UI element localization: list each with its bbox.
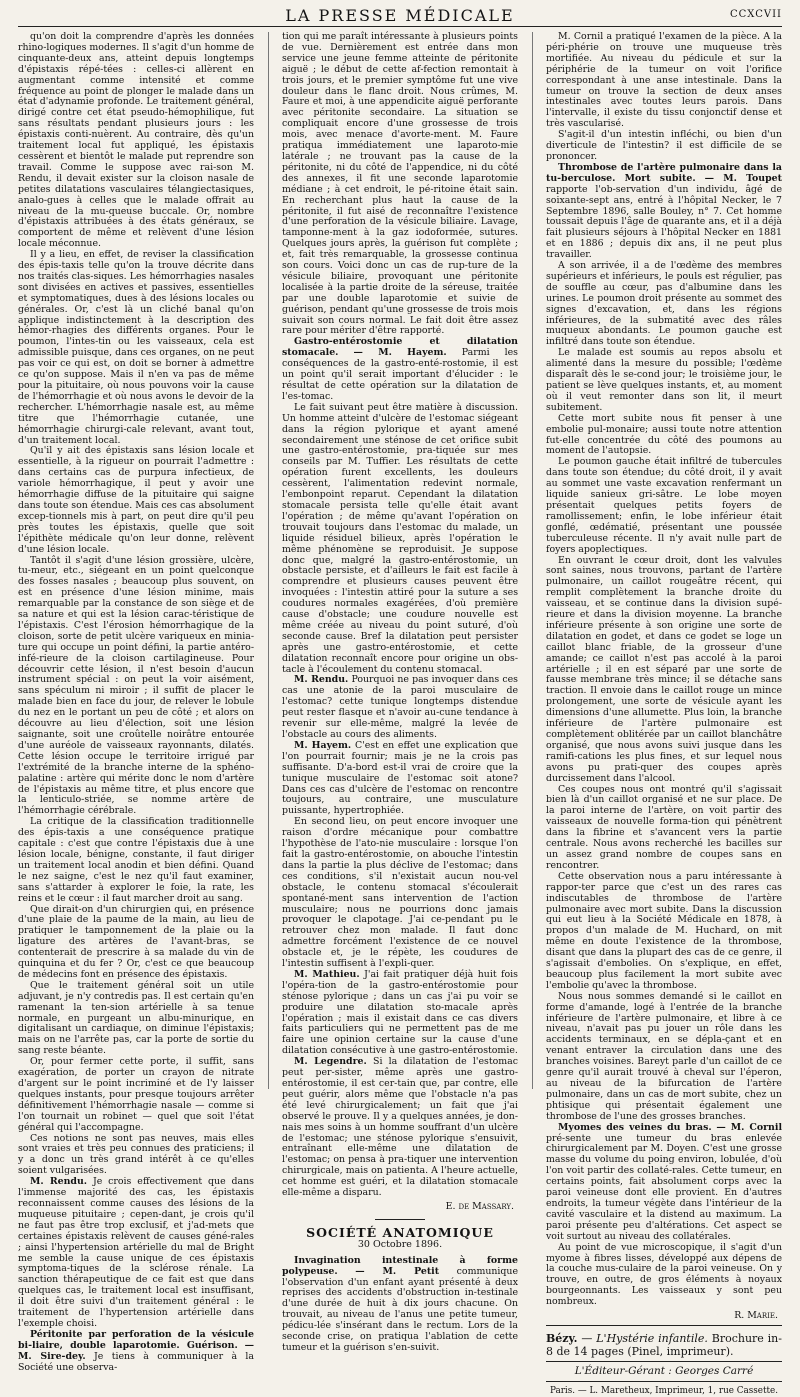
paragraph: Or, pour fermer cette porte, il suffit, sans exagération, de porter un crayon de nitrate d'argent sur le point incriminé et de l'y laisser quelques instants, pour presque toujours arrêter définitivement l'hémorrhagie nasale — comme si l'on tournait un robinet — quel que soit l'état général qui l'accompagne. (18, 1056, 254, 1133)
paragraph: qu'on doit la comprendre d'après les données rhino-logiques modernes. Il s'agit d'un homme de cinquante-deux ans, atteint depuis longtemps d'épistaxis répé-tées : celles-ci allèrent en augmentant comme intensité et comme fréquence au point de plonger le malade dans un état d'adynamie profonde. Le traitement général, dirigé contre cet état pseudo-hémophilique, fut sans résultats pendant plusieurs jours : les épistaxis conti-nuèrent. Au contraire, dès qu'un traitement local fut appliqué, les épistaxis cessèrent et bientôt le malade put reprendre son travail. Comme le suppose avec rai-son M. Rendu, il devait exister sur la cloison nasale de petites dilatations vasculaires télangiectasiques, analo-gues à celles que le malade offrait au niveau de la mu-queuse buccale. Or, nombre d'épistaxis attribuées à des états généraux, se comportent de même et relèvent d'une lésion locale méconnue. (18, 31, 254, 250)
article-title: Invagination intestinale à forme polypeuse. (282, 1254, 518, 1277)
paragraph-text: Je tiens à communiquer à la Société une observa- (18, 1350, 255, 1373)
article-title: Gastro-entérostomie et dilatation stomacale. (282, 336, 518, 359)
paragraph: Au point de vue microscopique, il s'agit d'un myome à fibres lisses, développé aux dépens de la couche mus-culaire de la paroi veineuse. On y trouve, en outre, de gros éléments à noyaux bourgeonnants. Les vaisseaux y sont peu nombreux. (546, 1241, 782, 1308)
paragraph (282, 675, 518, 740)
paragraph: Cette observation nous a paru intéressante à rappor-ter parce que c'est un des rares cas indiscutables de thrombose de l'artère pulmonaire avec mort subite. Dans la discussion qui eut lieu à la Société Médicale en 1878, à propos d'un malade de M. Huchard, on mit même en doute l'existence de la thrombose, disant que dans la plupart des cas de ce genre, il s'agissait d'embolies. On s'explique, en effet, beaucoup plus facilement la mort subite avec l'embolie qu'avec la thrombose. (546, 870, 782, 991)
paragraph: Tantôt il s'agit d'une lésion grossière, ulcère, tu-meur, etc., siégeant en un point quelconque des fosses nasales ; beaucoup plus souvent, on est en présence d'une lésion minime, mais remarquable par la constance de son siège et de sa nature et qui est la lésion carac-téristique de l'épistaxis. C'est l'érosion hémorrhagique de la cloison, sorte de petit ulcère variqueux en minia-ture qui occupe un point défini, la partie antéro-infé-rieure de la cloison cartilagineuse. Pour découvrir cette lésion, il n'est besoin d'aucun instrument spécial : on peut la voir aisément, sans spéculum ni miroir ; il suffit de placer le malade bien en face du jour, de relever le lobule du nez en le portant un peu de côté ; et alors on découvre au lieu d'élection, soit une lésion saignante, soit une croûtelle noirâtre entourée d'une auréole de vaisseaux rayonnants, dilatés. Cette lésion occupe le territoire irrigué par l'extrémité de la branche interne de la sphéno-palatine : artère qui mérite donc le nom d'artère de l'épistaxis au même titre, et plus encore que la lenticulo-striée, se nomme artère de l'hémorrhagie cérébrale. (18, 554, 254, 817)
paragraph-text: pré-sente une tumeur du bras enlevée chirurgicalement par M. Doyen. C'est une grosse masse du volume du poing environ, lobulée, d'où l'on voit partir des collaté-rales. Cette tumeur, en certains points, fait absolument corps avec la paroi veineuse dont elle provient. En d'autres endroits, la tumeur végète dans l'intérieur de la cavité vasculaire et la distend au maximum. La paroi présente peu d'altérations. Cet aspect se voit surtout au niveau des collatérales. (546, 1132, 782, 1242)
separator (546, 1325, 782, 1326)
article-title: Myomes des veines du bras. (558, 1121, 712, 1133)
separator (375, 1219, 425, 1220)
paragraph (282, 1057, 518, 1199)
column-left (18, 31, 255, 1373)
paragraph (282, 970, 518, 1057)
column-divider (268, 32, 269, 1089)
paragraph: A son arrivée, il a de l'œdème des membres supérieurs et inférieurs, le pouls est régulier, pas de souffle au cœur, pas d'albumine dans les urines. Le poumon droit présente au sommet des signes d'excavation, et, dans les régions inférieures, de la submatité avec des râles muqueux abondants. Le poumon gauche est infiltré dans toute son étendue. (546, 260, 782, 348)
book-author: Bézy. (546, 1331, 578, 1345)
speaker-name: — M. Sire-dey. (18, 1339, 254, 1362)
publisher-name: L'Éditeur-Gérant : Georges Carré (574, 1364, 754, 1377)
paragraph: Le malade est soumis au repos absolu et alimenté dans la mesure du possible; l'œdème disparaît dès le se-cond jour; le troisième jour, le patient se lève quelques instants, et, au moment où il veut remonter dans son lit, il meurt subitement. (546, 347, 782, 413)
paragraph-text: communique l'observation d'un enfant ayant présenté à deux reprises des accidents d'obstruction in-testinale d'une durée de huit à dix jours chacune. On trouvait, au niveau de l'anus une petite tumeur, pédicu-lée s'insérant dans le rectum. Lors de la seconde crise, on pratiqua l'ablation de cette tumeur et la guérison s'en-suivit. (282, 1265, 519, 1353)
section-heading: SOCIÉTÉ ANATOMIQUE (306, 1224, 494, 1240)
paragraph: Ces coupes nous ont montré qu'il s'agissait bien là d'un caillot organisé et ne sur place. De la paroi interne de l'artère, on voit partir des vaisseaux de nouvelle forma-tion qui pénètrent dans la fibrine et s'avancent vers la partie centrale. Nous avons recherché les bacilles sur un assez grand nombre de coupes sans en rencontrer. (546, 783, 782, 871)
paragraph (18, 1330, 254, 1374)
book-details: Brochure in-8 de 14 pages (Pinel, imprimeur). (546, 1331, 782, 1358)
paragraph: Ces notions ne sont pas neuves, mais elles sont vraies et très peu connues des praticiens; il y a donc un très grand intérêt à ce qu'elles soient vulgarisées. (18, 1132, 254, 1177)
paragraph: tion qui me paraît intéressante à plusieurs points de vue. Dernièrement est entrée dans mon service une jeune femme atteinte de péritonite aiguë ; le début de cette af-fection remontait à trois jours, et le premier symptôme fut une vive douleur dans le flanc droit. Nous crûmes, M. Faure et moi, à une appendicite aiguë perforante avec péritonite secondaire. La situation se compliquait encore d'une grossesse de trois mois, avec menace d'avorte-ment. M. Faure pratiqua immédiatement une laparoto-mie latérale ; ne trouvant pas la cause de la péritonite, ni du côté de l'appendice, ni du côté des annexes, il fit une seconde laparotomie médiane ; à cet endroit, le pé-ritoine était sain. En recherchant plus haut la cause de la péritonite, il fut aisé de reconnaître l'existence d'une perforation de la vésicule biliaire. Lavage, tamponne-ment à la gaz iodoformée, sutures. Quelques jours après, la guérison fut complète ; et, fait très remarquable, la grossesse continua son cours. Voici donc un cas de rup-ture de la vésicule biliaire, provoquant une péritonite localisée à la partie droite de la séreuse, traitée par une double laparotomie et suivie de guérison, pendant qu'une grossesse de trois mois suivait son cours normal. Le fait doit être assez rare pour mériter d'être rapporté. (282, 31, 518, 337)
book-title: — L'Hystérie infantile. (581, 1331, 708, 1345)
column-right (546, 31, 783, 1396)
paragraph: Cette mort subite nous fit penser à une embolie pul-monaire; aussi toute notre attention fut-elle concentrée du côté des poumons au moment de l'autopsie. (546, 412, 782, 457)
paragraph-text: C'est en effet une explication que l'on pourrait fournir; mais je ne la crois pas suffisante. D'a-bord est-il vrai de croire que la tunique musculaire de l'estomac soit atone? Dans ces cas d'ulcère de l'estomac on rencontre toujours, au contraire, une musculature puissante, hypertrophiée. (282, 739, 518, 817)
journal-title: LA PRESSE MÉDICALE (285, 6, 515, 25)
paragraph-text: Parmi les conséquences de la gastro-enté-rostomie, il est un point qu'il serait important d'élucider : le résultat de cette opération sur la dilatation de l'es-tomac. (282, 347, 518, 402)
book-notice (546, 1332, 782, 1358)
paragraph-text: Je crois effectivement que dans l'immense majorité des cas, les épistaxis reconnaissent comme causes des lésions de la muqueuse pituitaire ; cepen-dant, je crois qu'il ne faut pas être trop exclusif, et j'ad-mets que certaines épistaxis relèvent de causes géné-rales ; ainsi l'hypertension artérielle du mal de Bright me semble la cause unique de ces épistaxis symptoma-tiques de la sclérose rénale. La sanction thérapeutique de ce fait est que dans quelques cas, le traitement local est insuffisant, il doit être suivi d'un traitement général : le traitement de l'hypertension artérielle dans l'exemple choisi. (18, 1176, 254, 1329)
speaker-name: M. Hayem. (294, 739, 352, 751)
column-divider (532, 32, 533, 1089)
paragraph (18, 1177, 254, 1330)
paragraph (282, 741, 518, 817)
paragraph: Il y a lieu, en effet, de reviser la classification des épis-taxis telle qu'on la trouve décrite dans nos traités clas-siques. Les hémorrhagies nasales sont divisées en actives et passives, essentielles et symptomatiques, dues à des lésions locales ou générales. Or, c'est là un cliché banal qu'on applique indistinctement à la description des hémor-rhagies des différents organes. Pour le poumon, l'intes-tin ou les vaisseaux, cela est admissible puisque, dans ces organes, on ne peut pas voir ce qui est, on doit se borner à admettre ce qu'on suppose. Mais il n'en va pas de même pour la pituitaire, où nous pouvons voir la cause de l'hémorrhagie et où nous avons le devoir de la rechercher. L'hémorrhagie nasale est, au même titre que l'hémorrhagie cutanée, une hémorrhagie chirurgi-cale relevant, avant tout, d'un traitement local. (18, 249, 254, 446)
paragraph: Que dirait-on d'un chirurgien qui, en présence d'une plaie de la paume de la main, au lieu de pratiquer le tamponnement de la plaie ou la ligature des artères de l'avant-bras, se contenterait de prescrire à sa malade du vin de quinquina et du fer ? Or, c'est ce que beaucoup de médecins font en présence des épistaxis. (18, 903, 254, 980)
publisher-line (546, 1366, 782, 1377)
printer-line: Paris. — L. Maretheux, Imprimeur, 1, rue Cassette. (549, 1385, 779, 1396)
paragraph: En ouvrant le cœur droit, dont les valvules sont saines, nous trouvons, partant de l'artère pulmonaire, un caillot rougeâtre récent, qui remplit complètement la branche droite du vaisseau, et se continue dans la division supé-rieure et dans la division moyenne. La branche inférieure présente à son origine une sorte de dilatation en godet, et dans ce godet se loge un caillot blanc friable, de la grosseur d'une amande; ce caillot n'est pas accolé à la paroi artérielle ; il en est séparé par une sorte de fausse membrane très mince; il se détache sans traction. Il envoie dans le caillot rouge un mince prolongement, une sorte de vésicule ayant les dimensions d'une allumette. Plus loin, la branche inférieure de l'artère pulmonaire est complètement oblitérée par un caillot blanchâtre organisé, que nous avons suivi jusque dans les ramifi-cations les plus fines, et sur lequel nous avons pu prati-quer des coupes après durcissement dans l'alcool. (546, 554, 782, 784)
paragraph: S'agit-il d'un intestin infléchi, ou bien d'un diverticule de l'intestin? il est difficile de se prononcer. (546, 129, 782, 162)
page-header (18, 4, 782, 27)
paragraph-text: J'ai fait pratiquer déjà huit fois l'opéra-tion de la gastro-entérostomie pour sténose pylorique ; dans un cas j'ai pu voir se produire une dilatation sto-macale après l'opération ; mais il existait dans ce cas divers faits particuliers qui ne permettent pas de me faire une opinion certaine sur la cause d'une dilatation consécutive à une gastro-entérostomie. (282, 968, 518, 1057)
article-title: Péritonite par perforation de la vésicule bi-liaire, double laparotomie. Guérison. (18, 1328, 254, 1351)
speaker-name: — M. Hayem. (353, 347, 447, 359)
paragraph (282, 1256, 518, 1354)
paragraph: Nous nous sommes demandé si le caillot en forme d'amande, logé à l'entrée de la branche inférieure de l'artère pulmonaire, et libre à ce niveau, n'avait pas pu jouer un rôle dans les accidents terminaux, en se dépla-çant et en venant entraver la circulation dans une des branches voisines. Bareyt parle d'un caillot de ce genre qu'il aurait trouvé à cheval sur l'éperon, au niveau de la bifurcation de l'artère pulmonaire, dans un cas de mort subite, chez un phtisique qui présentait également une thrombose de l'une des grosses branches. (546, 990, 782, 1122)
article-title: Thrombose de l'artère pulmonaire dans la tu-berculose. Mort subite. (546, 161, 782, 184)
paragraph: Le poumon gauche était infiltré de tubercules dans toute son étendue; du côté droit, il y avait au sommet une vaste excavation renfermant un liquide sanieux gri-sâtre. Le lobe moyen présentait quelques petits foyers de ramollissement; enfin, le lobe inférieur était gonflé, œdématié, présentant une poussée tuberculeuse récente. Il n'y avait nulle part de foyers apoplectiques. (546, 456, 782, 555)
speaker-name: M. Rendu. (30, 1176, 88, 1188)
paragraph: M. Cornil a pratiqué l'examen de la pièce. A la péri-phérie on trouve une muqueuse très mortifiée. Au niveau du pédicule et sur la périphérie de la tumeur on voit l'orifice correspondant à une anse intestinale. Dans la tumeur on trouve la section de deux anses intestinales avec toutes leurs parois. Dans l'intervalle, il existe du tissu conjonctif dense et très vascularisé. (546, 31, 782, 130)
paragraph-text: rapporte l'ob-servation d'un individu, âgé de soixante-sept ans, entré à l'hôpital Necker, le 7 Septembre 1896, salle Bouley, n° 7. Cet homme toussait depuis l'âge de quarante ans, et il a déjà fait plusieurs séjours à l'hôpital Necker en 1881 et en 1886 ; depuis dix ans, il ne peut plus travailler. (546, 183, 782, 261)
speaker-name: — M. Cornil (716, 1121, 783, 1133)
speaker-name: M. Rendu. (294, 674, 349, 686)
speaker-name: — M. Toupet (704, 172, 782, 184)
paragraph: Le fait suivant peut être matière à discussion. Un homme atteint d'ulcère de l'estomac siégeant dans la région pylorique et ayant amené secondairement une sténose de cet orifice subit une gastro-entérostomie, pra-tiquée sur mes conseils par M. Tuffier. Les résultats de cette opération furent excellents, les douleurs cessèrent, l'alimentation redevint normale, l'embonpoint reparut. Cependant la dilatation stomacale persista telle qu'elle était avant l'opération ; de même qu'avant l'opération on trouvait toujours dans l'estomac du malade, un liquide résiduel bilieux, après l'opération le même phénomène se reproduisit. Je suppose donc que, malgré la gastro-entérostomie, un obstacle persiste, et d'ailleurs le fait est facile à comprendre et plusieurs causes peuvent être invoquées : l'intestin attiré pour la suture a ses coudures normales exagérées, d'où première cause d'obstacle; une coudure nouvelle est même créée au niveau du point suturé, d'où seconde cause. Bref la dilatation peut persister après une gastro-entérostomie, et cette dilatation reconnaît encore pour origine un obs-tacle à l'écoulement du contenu stomacal. (282, 401, 518, 675)
page-number: CCXCVII (729, 9, 782, 20)
paragraph: Qu'il y ait des épistaxis sans lésion locale et essentielle, à la rigueur on pourrait l'admettre : dans certains cas de purpura infectieux, de variole hémorrhagique, il peut y avoir une hémorrhagie diffuse de la pituitaire qui saigne dans toute son étendue. Mais ces cas absolument excep-tionnels mis à part, on peut dire qu'il peu près toutes les épistaxis, quelle que soit l'épithète médicale qu'on leur donne, relèvent d'une lésion locale. (18, 445, 254, 555)
paragraph-text: Pourquoi ne pas invoquer dans ces cas une atonie de la paroi musculaire de l'estomac? cette tunique longtemps distendue peut rester flasque et n'avoir au-cune tendance à revenir sur elle-même, malgré la levée de l'obstacle au cours des aliments. (282, 674, 518, 740)
separator (546, 1361, 782, 1362)
separator (546, 1381, 782, 1382)
paragraph: Que le traitement général soit un utile adjuvant, je n'y contredis pas. Il est certain qu'en ramenant la ten-sion artérielle à sa tenue normale, en purgeant un albu-minurique, en digitalisant un cardiaque, on diminue l'épistaxis; mais on ne l'arrête pas, car la porte de sortie du sang reste béante. (18, 979, 254, 1057)
column-middle (282, 31, 519, 1353)
paragraph (546, 163, 782, 261)
paragraph: En second lieu, on peut encore invoquer une raison d'ordre mécanique pour combattre l'hypothèse de l'ato-nie musculaire : lorsque l'on fait la gastro-entérostomie, on abouche l'intestin dans la partie la plus déclive de l'estomac; dans ces conditions, s'il n'existait aucun nou-vel obstacle, le contenu stomacal s'écoulerait spontané-ment sans intervention de l'action musculaire; nous ne pourrions donc jamais provoquer le clapotage. J'ai ce-pendant pu le retrouver chez mon malade. Il faut donc admettre forcément l'existence de ce nouvel obstacle et, je le répète, les coudures de l'intestin suffisent à l'expli-quer. (282, 816, 518, 970)
speaker-name: M. Mathieu. (294, 968, 360, 980)
section-date: 30 Octobre 1896. (357, 1238, 443, 1250)
speaker-name: — M. Petit (355, 1265, 440, 1277)
paragraph-text: Si la dilatation de l'estomac peut per-sister, même après une gastro-entérostomie, il est cer-tain que, par contre, elle peut guérir, alors même que l'obstacle n'a pas été levé chirurgicalement; un fait que j'ai observé le prouve. Il y a quelques années, je don-nais mes soins à un homme souffrant d'un ulcère de l'estomac; une sténose pylorique s'ensuivit, entraînant elle-même une dilatation de l'estomac; on pensa à pra-tiquer une intervention chirurgicale, mais on patienta. A l'heure actuelle, cet homme est guéri, et la dilatation stomacale elle-même a disparu. (282, 1056, 518, 1199)
paragraph (282, 337, 518, 402)
speaker-name: M. Legendre. (294, 1056, 367, 1068)
paragraph (546, 1123, 782, 1243)
author-signature: E. de Massary. (445, 1200, 514, 1212)
author-signature: R. Marie. (734, 1310, 778, 1322)
paragraph: La critique de la classification traditionnelle des épis-taxis a une conséquence pratique capitale : c'est que contre l'épistaxis due à une lésion locale, bénigne, constante, il faut diriger un traitement local anodin et bien défini. Quand le nez saigne, c'est le nez qu'il faut examiner, sans s'attarder à explorer le foie, la rate, les reins et le cœur : il faut marcher droit au sang. (18, 816, 254, 904)
